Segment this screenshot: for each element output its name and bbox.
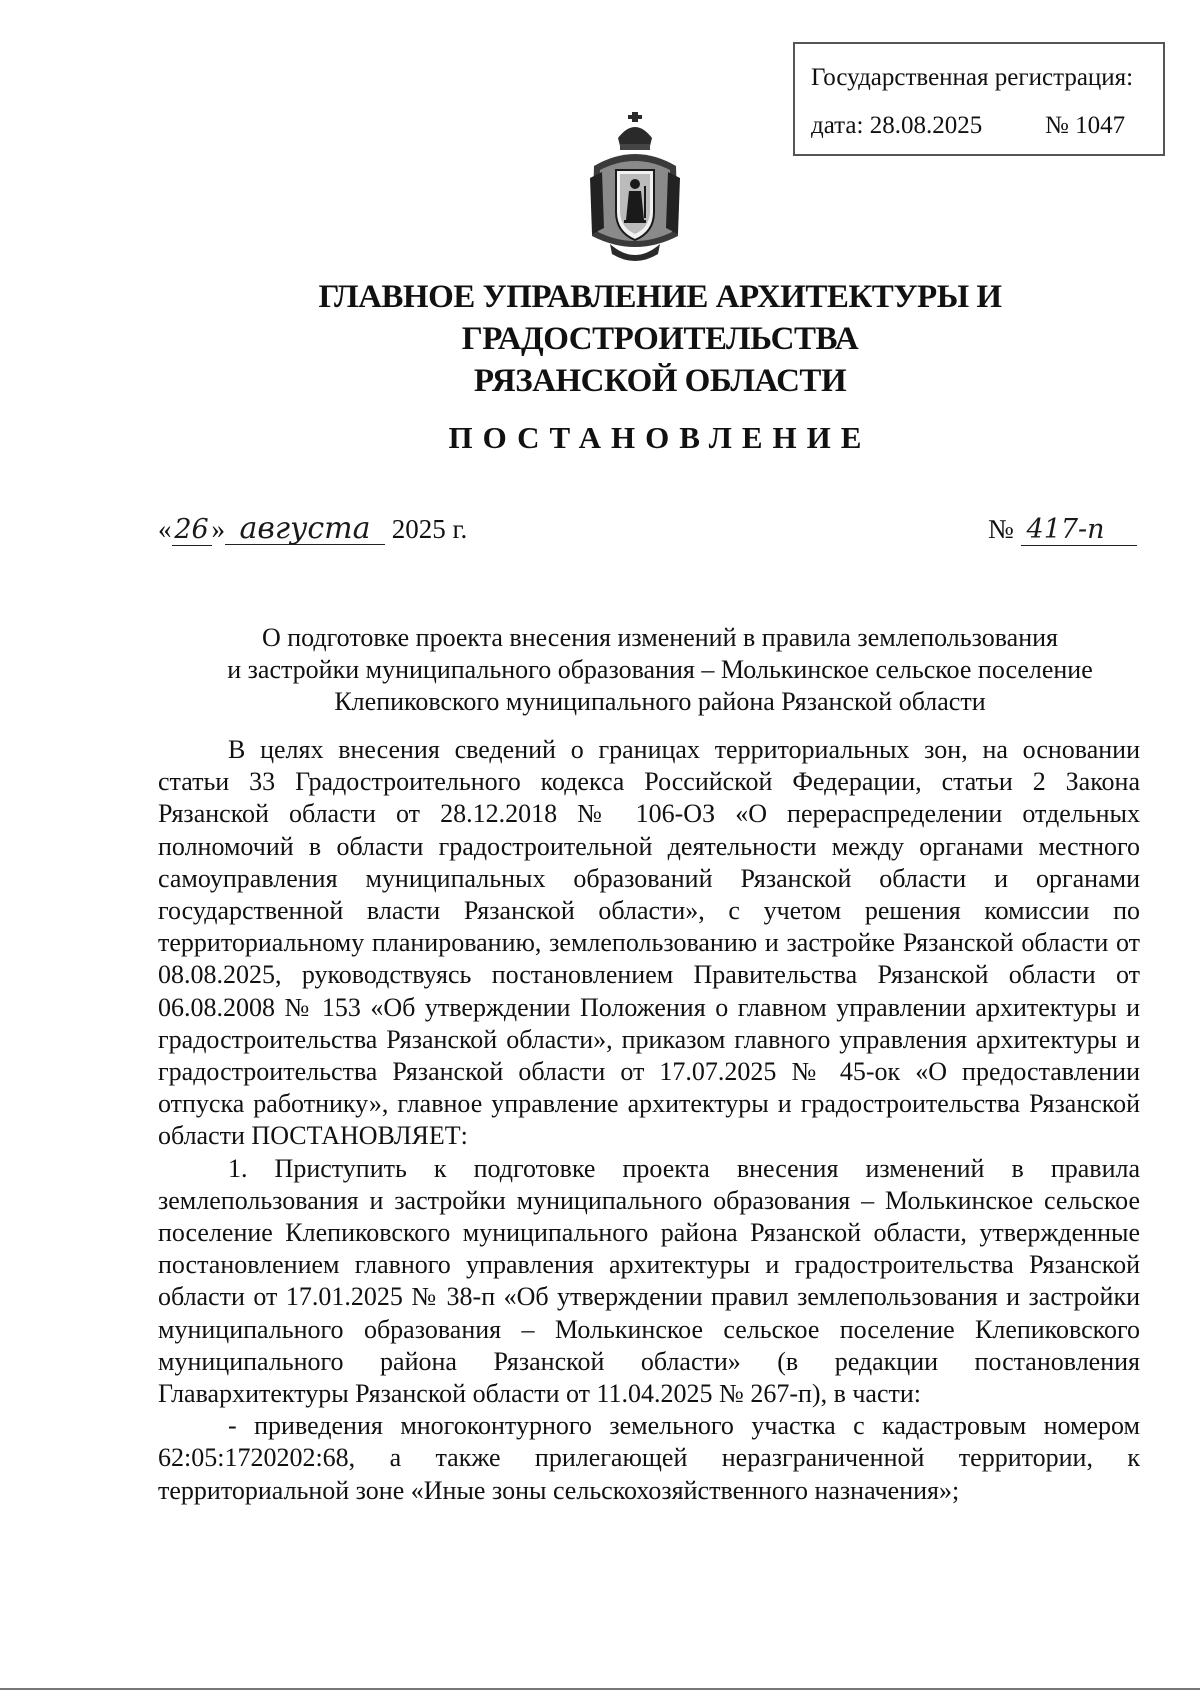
date-month-handwritten: августа: [225, 514, 385, 545]
ryazan-coat-of-arms-icon: [588, 108, 682, 268]
registration-date: дата: 28.08.2025: [811, 112, 983, 139]
clause-1-paragraph: 1. Приступить к подготовке проекта внесения изменений в правила землепользования и застройки муниципального образования – Молькинское сельское поселение Клепиковского муниципального района Рязанской области, утвержденные постановлением главного управления архитектуры и градостроительства Рязанской области от 17.01.2025 № 38-п «Об утверждении правил землепользования и застройки муниципального образования – Молькинское сельское поселение Клепиковского муниципального района Рязанской области» (в редакции постановления Главархитектуры Рязанской области от 11.04.2025 № 267-п), в части:: [158, 1153, 1140, 1409]
subject-line2: и застройки муниципального образования – Молькинское сельское поселение: [227, 655, 1093, 684]
subject-line3: Клепиковского муниципального района Рязанской области: [334, 687, 986, 716]
clause-1-item-paragraph: - приведения многоконтурного земельного участка с кадастровым номером 62:05:1720202:68, а также прилегающей неразграниченной территории, к территориальной зоне «Иные зоны сельскохозяйственного назначения»;: [158, 1411, 1140, 1505]
preamble-paragraph: В целях внесения сведений о границах территориальных зон, на основании статьи 33 Градостроительного кодекса Российской Федерации, статьи 2 Закона Рязанской области от 28.12.2018 № 106-ОЗ «О перераспределении отдельных полномочий в области градостроительной деятельности между органами местного самоуправления муниципальных образований Рязанской области и органами государственной власти Рязанской области», с учетом решения комиссии по территориальному планированию, землепользованию и застройке Рязанской области от 08.08.2025, руководствуясь постановлением Правительства Рязанской области от 06.08.2008 № 153 «Об утверждении Положения о главном управлении архитектуры и градостроительства Рязанской области», приказом главного управления архитектуры и градостроительства Рязанской области от 17.07.2025 № 45-ок «О предоставлении отпуска работнику», главное управление архитектуры и градостроительства Рязанской области ПОСТАНОВЛЯЕТ:: [158, 735, 1140, 1151]
date-close-quote: »: [211, 514, 225, 544]
registration-stamp: [793, 42, 1165, 156]
document-date: [158, 511, 468, 546]
organization-name-line2: РЯЗАНСКОЙ ОБЛАСТИ: [473, 363, 847, 399]
date-year: 2025 г.: [391, 514, 468, 544]
organization-name-line1: ГЛАВНОЕ УПРАВЛЕНИЕ АРХИТЕКТУРЫ И ГРАДОСТРОИТЕЛЬСТВА: [318, 279, 1002, 357]
document-number-prefix: №: [988, 514, 1014, 544]
document-subject: [140, 622, 1180, 718]
registration-title: Государственная регистрация:: [811, 64, 1134, 91]
organization-name: [140, 276, 1180, 402]
date-open-quote: «: [158, 514, 172, 544]
document-body: [158, 734, 1140, 1507]
registration-number: № 1047: [1045, 112, 1126, 139]
subject-line1: О подготовке проекта внесения изменений в правила землепользования: [261, 623, 1058, 652]
document-number-handwritten: 417-п: [1021, 515, 1137, 546]
page-bottom-rule: [0, 1688, 1200, 1690]
document-type: ПОСТАНОВЛЕНИЕ: [448, 420, 872, 455]
date-day-handwritten: 26: [172, 515, 212, 546]
document-number: [988, 514, 1137, 546]
